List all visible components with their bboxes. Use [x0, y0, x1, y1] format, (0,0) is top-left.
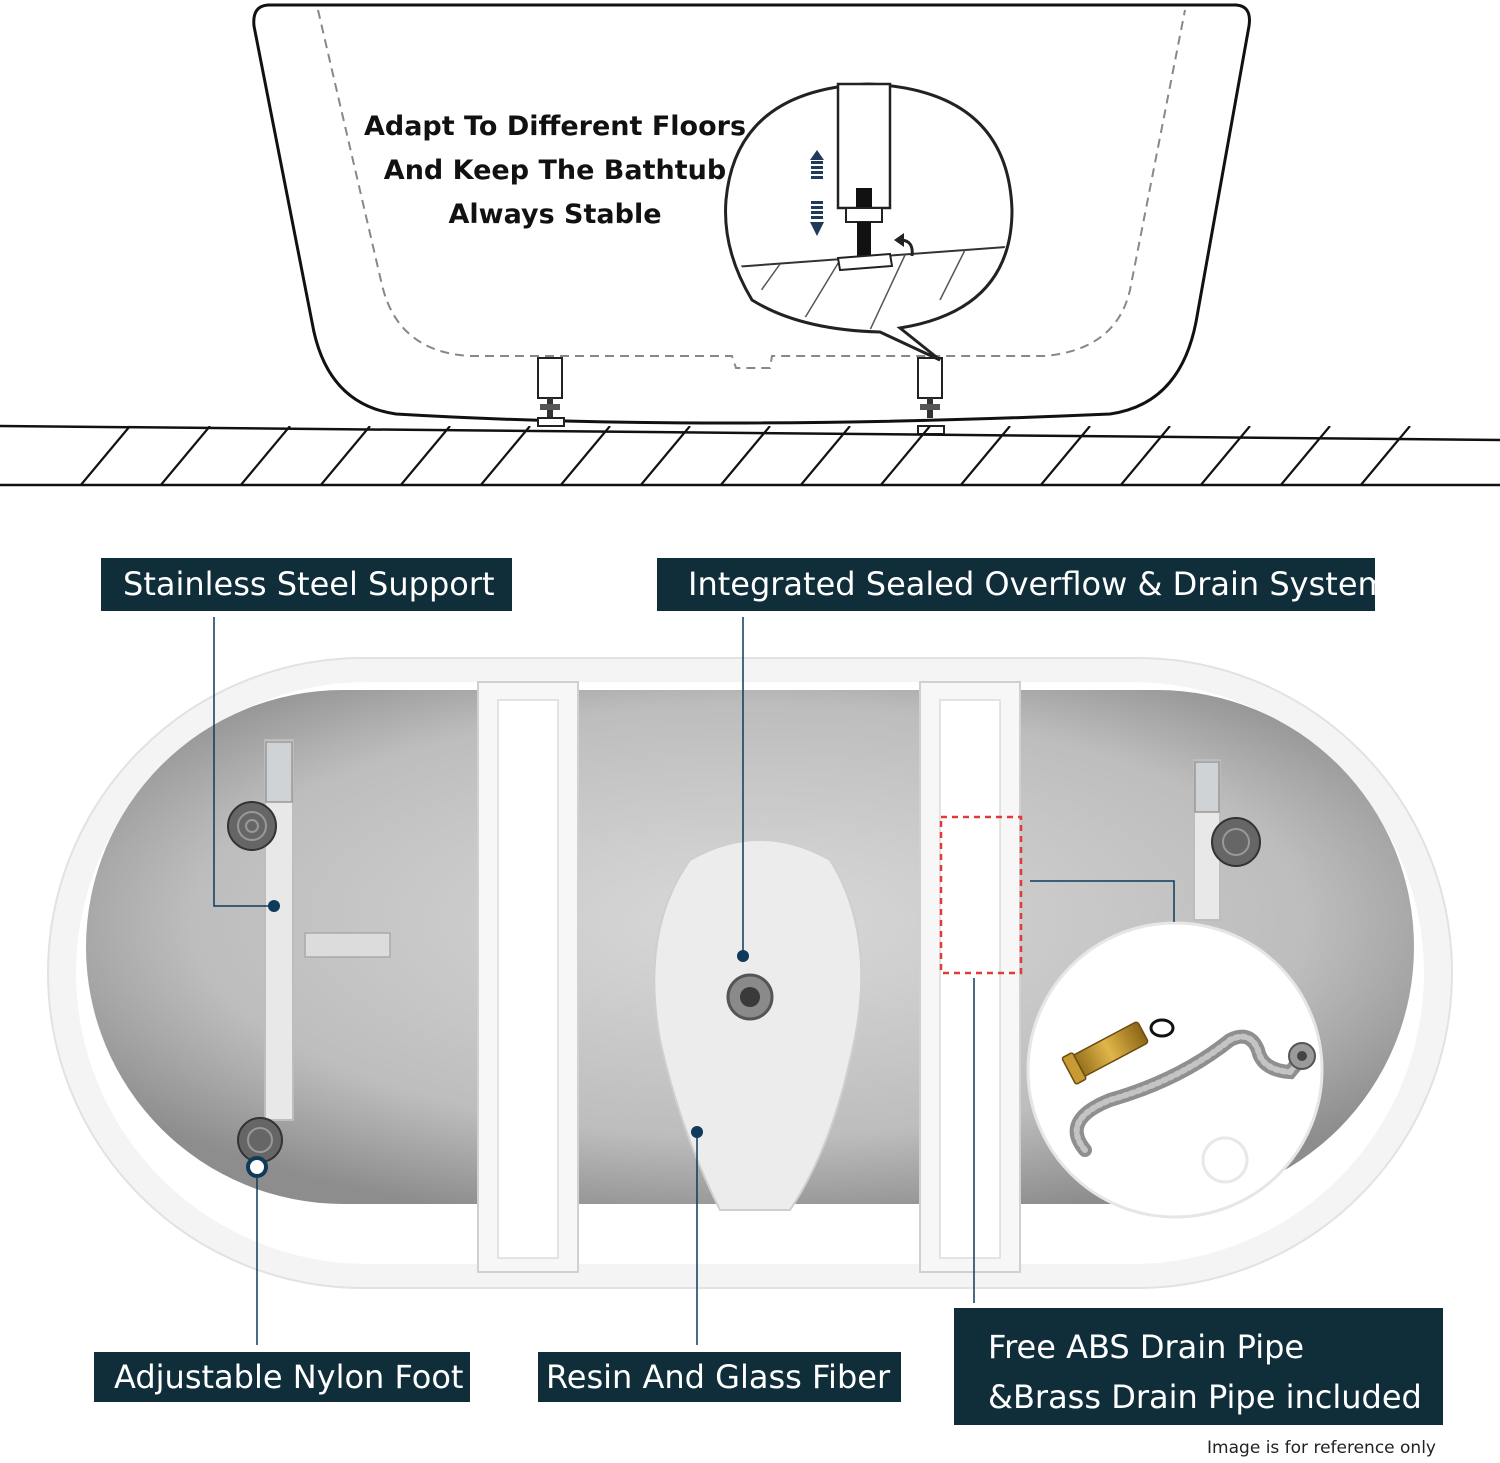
drain-pipe-lens: [1028, 923, 1322, 1217]
label-drain-pipe: [954, 1308, 1443, 1425]
label-stainless-steel-support: [101, 558, 512, 611]
foot-marker-ring: [248, 1158, 266, 1176]
label-overflow-drain-text: Integrated Sealed Overflow & Drain System: [688, 565, 1389, 603]
label-drain-pipe-line1: Free ABS Drain Pipe: [988, 1328, 1305, 1366]
label-nylon-foot-text: Adjustable Nylon Foot: [114, 1358, 464, 1396]
floor: [0, 426, 1500, 486]
nylon-foot-bottom-left: [238, 1118, 282, 1162]
right-support-leg: [918, 358, 944, 434]
label-resin-glass-text: Resin And Glass Fiber: [546, 1358, 891, 1396]
adapt-caption-line1: Adapt To Different Floors: [363, 111, 747, 142]
foot-pad-zoom: [838, 254, 892, 270]
label-overflow-drain-system: [657, 558, 1389, 611]
tub-side-view: [0, 5, 1500, 486]
label-stainless-steel-support-text: Stainless Steel Support: [123, 565, 495, 603]
adapt-floors-caption: [340, 105, 770, 237]
label-adjustable-nylon-foot: [94, 1352, 470, 1402]
label-resin-glass-fiber: [538, 1352, 901, 1402]
adapt-caption-line3: Always Stable: [448, 199, 662, 230]
label-drain-pipe-line2: &Brass Drain Pipe included: [988, 1378, 1422, 1416]
adapt-caption-line2: And Keep The Bathtub: [383, 155, 727, 186]
nylon-foot-top-left: [228, 802, 276, 850]
reference-note: Image is for reference only: [1207, 1438, 1436, 1458]
tub-underside-view: [48, 617, 1452, 1345]
